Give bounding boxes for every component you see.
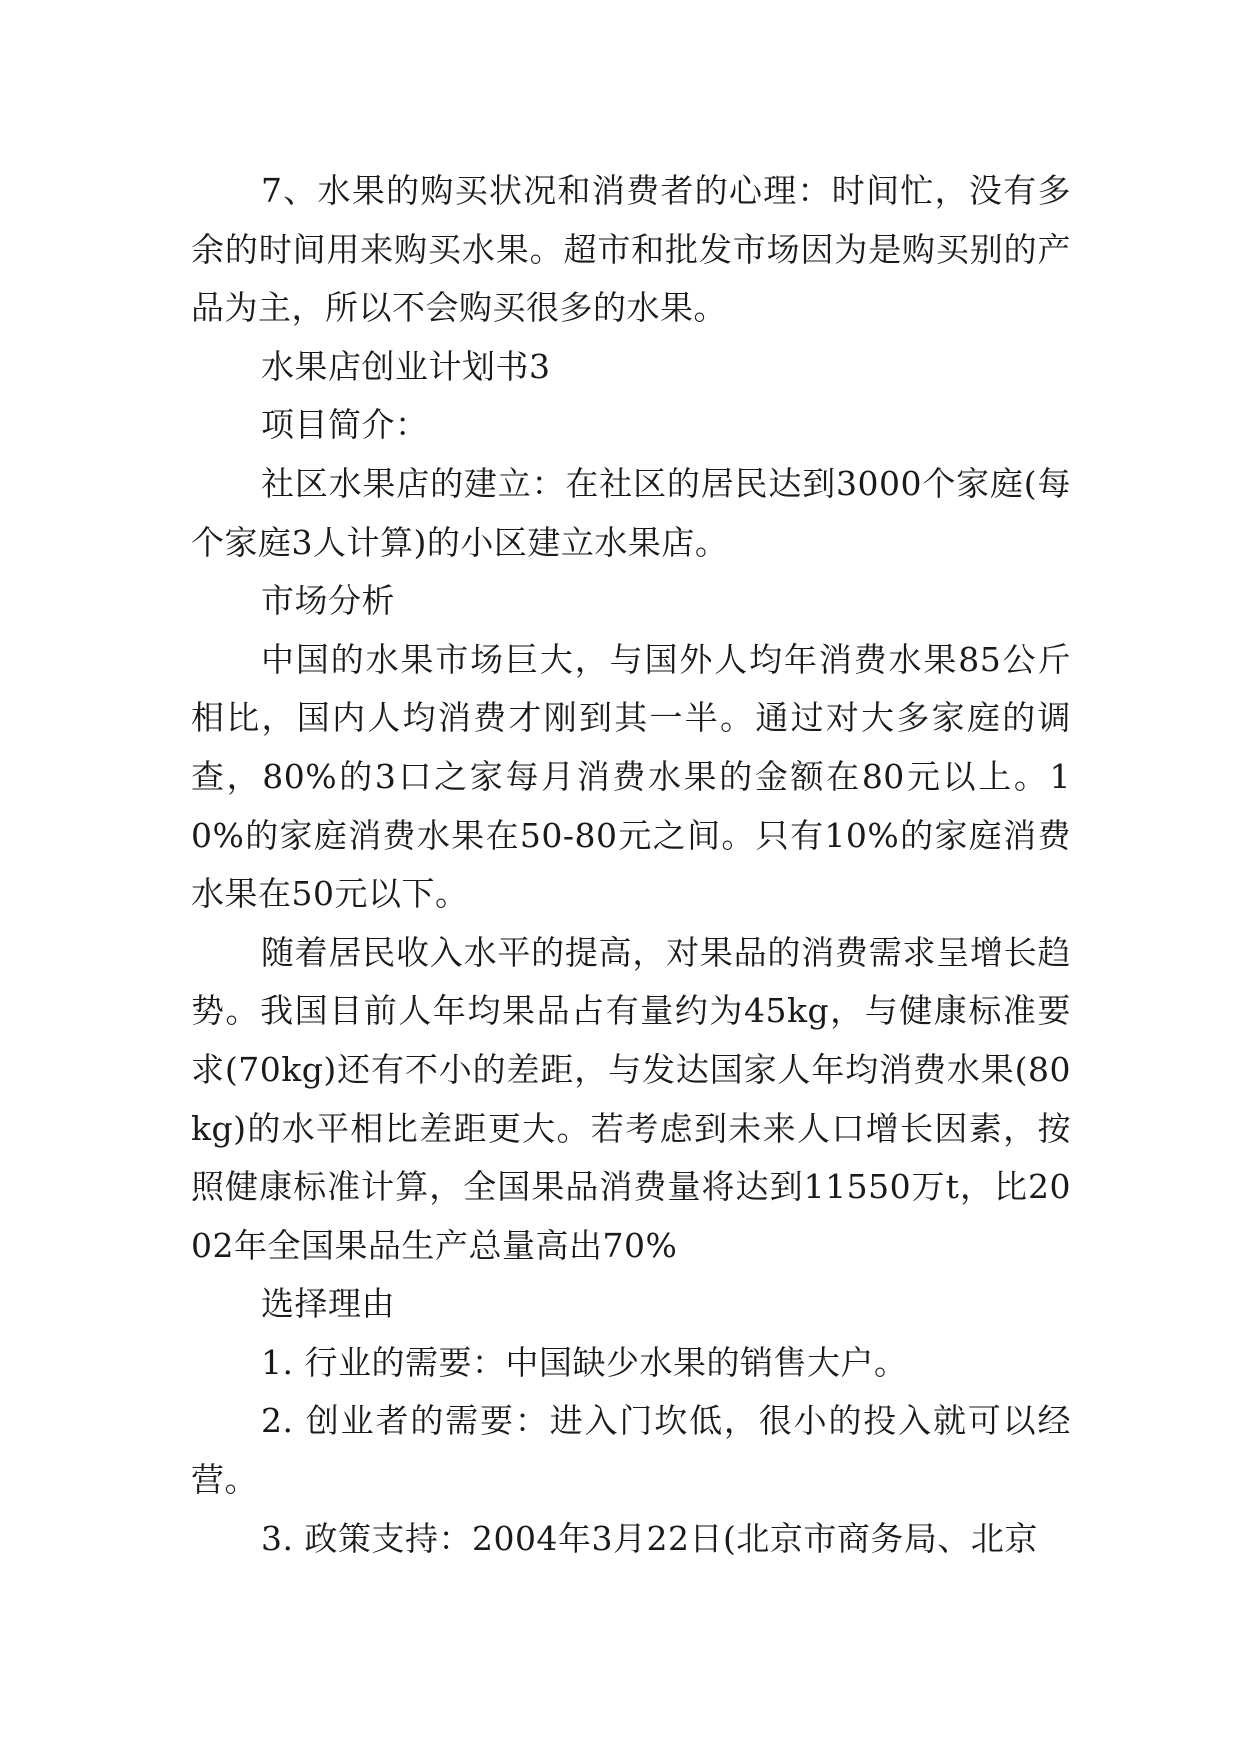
section-title-business-plan-3: 水果店创业计划书3 bbox=[261, 346, 551, 386]
document-body bbox=[191, 162, 1071, 1568]
heading-project-intro: 项目简介： bbox=[261, 405, 429, 445]
list-item-entrepreneur-need: 2. 创业者的需要：进入门坎低，很小的投入就可以经营。 bbox=[191, 1401, 1071, 1500]
paragraph-community-store: 社区水果店的建立：在社区的居民达到3000个家庭(每个家庭3人计算)的小区建立水果店。 bbox=[191, 463, 1071, 562]
paragraph-fruit-purchase-psychology: 7、水果的购买状况和消费者的心理：时间忙，没有多余的时间用来购买水果。超市和批发市场因为是购买别的产品为主，所以不会购买很多的水果。 bbox=[191, 171, 1071, 328]
list-item-industry-need: 1. 行业的需要：中国缺少水果的销售大户。 bbox=[261, 1342, 908, 1382]
paragraph-market-size: 中国的水果市场巨大，与国外人均年消费水果85公斤相比，国内人均消费才刚到其一半。通过对大多家庭的调查，80%的3口之家每月消费水果的金额在80元以上。10%的家庭消费水果在50-80元之间。只有10%的家庭消费水果在50元以下。 bbox=[191, 639, 1071, 914]
paragraph-consumption-trend: 随着居民收入水平的提高，对果品的消费需求呈增长趋势。我国目前人年均果品占有量约为45kg，与健康标准要求(70kg)还有不小的差距，与发达国家人年均消费水果(80kg)的水平相比差距更大。若考虑到未来人口增长因素，按照健康标准计算，全国果品消费量将达到11550万t，比2002年全国果品生产总量高出70% bbox=[191, 932, 1071, 1265]
list-item-policy-support: 3. 政策支持：2004年3月22日(北京市商务局、北京 bbox=[261, 1518, 1038, 1558]
heading-reasons: 选择理由 bbox=[261, 1284, 395, 1324]
heading-market-analysis: 市场分析 bbox=[261, 581, 395, 621]
